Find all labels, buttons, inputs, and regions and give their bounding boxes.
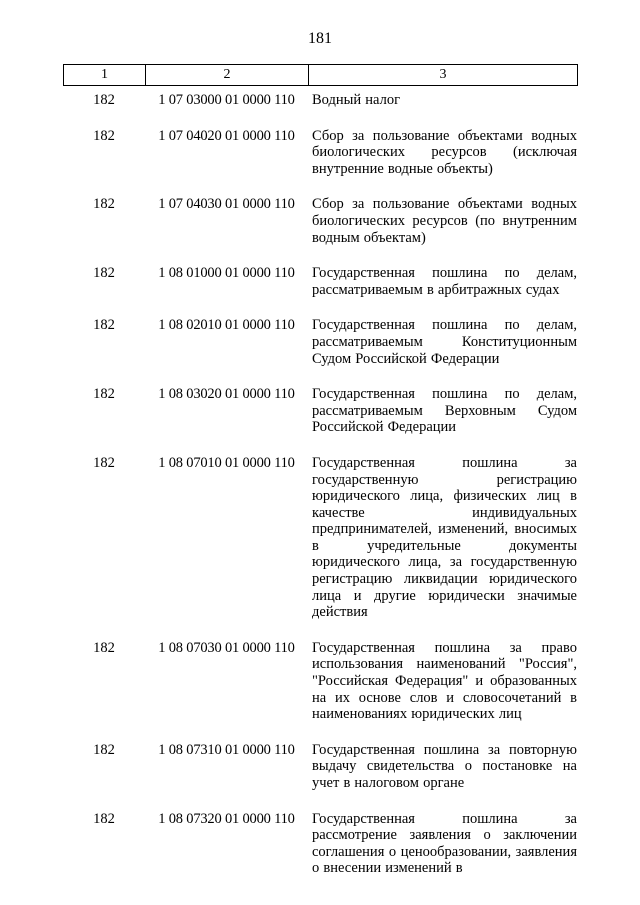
admin-code: 182	[93, 317, 115, 334]
budget-code: 1 08 02010 01 0000 110	[158, 317, 295, 334]
table-header	[63, 64, 578, 86]
header-col-3: 3	[439, 67, 447, 82]
table-row	[63, 128, 578, 178]
budget-code: 1 08 07310 01 0000 110	[158, 741, 295, 758]
header-col-1: 1	[64, 65, 146, 85]
budget-code: 1 08 07030 01 0000 110	[158, 639, 295, 656]
income-name: Государственная пошлина за рассмотрение заявления о заключении соглашения о ценообразовании, заявления о внесении изменений в	[312, 810, 577, 877]
admin-code: 182	[93, 454, 115, 471]
table-row	[63, 811, 578, 877]
page-number: 181	[308, 30, 332, 47]
admin-code: 182	[93, 639, 115, 656]
table-row	[63, 317, 578, 367]
income-name: Водный налог	[312, 92, 401, 108]
income-name: Государственная пошлина по делам, рассматриваемым в арбитражных судах	[312, 265, 577, 298]
income-name: Государственная пошлина по делам, рассматриваемым Конституционным Судом Российской Федерации	[312, 317, 577, 367]
table-row	[63, 742, 578, 792]
budget-code: 1 08 07320 01 0000 110	[158, 810, 295, 827]
income-name: Государственная пошлина за право использования наименований "Россия", "Российская Федерация" и образованных на их основе слов и словосочетаний в наименованиях юридических лиц	[312, 639, 577, 723]
table-row	[63, 196, 578, 246]
income-name: Государственная пошлина за государственную регистрацию юридического лица, физических лиц в качестве индивидуальных предпринимателей, изменений, вносимых в учредительные документы юридического лица, за государственную регистрацию ликвидации юридического лица и другие юридически значимые действия	[312, 454, 577, 621]
budget-code: 1 08 01000 01 0000 110	[158, 265, 295, 282]
admin-code: 182	[93, 810, 115, 827]
budget-code: 1 08 03020 01 0000 110	[158, 386, 295, 403]
header-col-2: 2	[146, 65, 309, 85]
income-name: Сбор за пользование объектами водных биологических ресурсов (по внутренним водным объектам)	[312, 196, 577, 246]
budget-code: 1 08 07010 01 0000 110	[158, 454, 295, 471]
admin-code: 182	[93, 92, 115, 108]
admin-code: 182	[93, 127, 115, 144]
income-name: Государственная пошлина по делам, рассматриваемым Верховным Судом Российской Федерации	[312, 386, 577, 436]
admin-code: 182	[93, 196, 115, 213]
budget-code: 1 07 04030 01 0000 110	[158, 196, 295, 213]
table-row	[63, 640, 578, 723]
admin-code: 182	[93, 741, 115, 758]
table-body	[63, 92, 578, 896]
budget-code: 1 07 04020 01 0000 110	[158, 127, 295, 144]
admin-code: 182	[93, 265, 115, 282]
table-row	[63, 455, 578, 621]
admin-code: 182	[93, 386, 115, 403]
income-name: Государственная пошлина за повторную выдачу свидетельства о постановке на учет в налоговом органе	[312, 741, 577, 791]
table-row	[63, 92, 578, 109]
table-row	[63, 265, 578, 298]
income-name: Сбор за пользование объектами водных биологических ресурсов (исключая внутренние водные объекты)	[312, 127, 577, 177]
budget-code: 1 07 03000 01 0000 110	[158, 92, 295, 108]
table-row	[63, 386, 578, 436]
